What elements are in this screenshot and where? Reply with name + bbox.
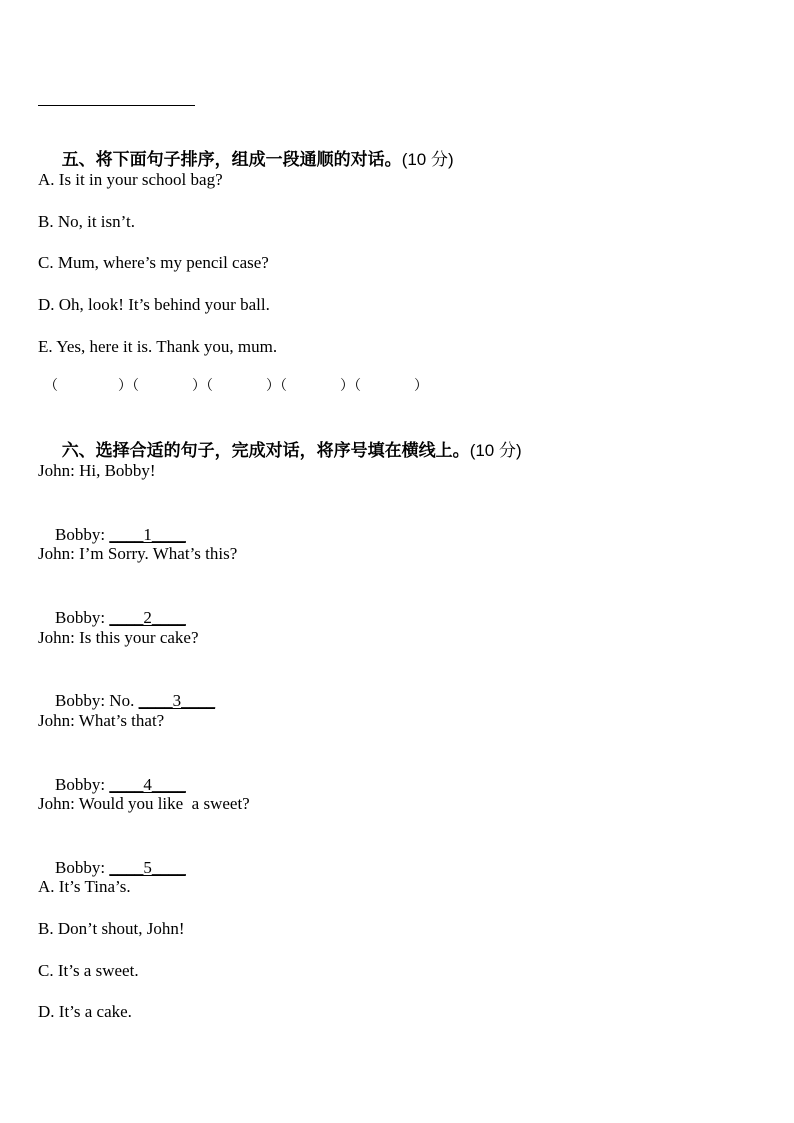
answer-blank-4[interactable]: ____4____ [109,775,186,794]
section6-score: (10 分) [469,441,522,460]
speaker-prefix: Bobby: [55,858,110,877]
section6-option-a: A. It’s Tina’s. [38,877,131,896]
section5-item-c: C. Mum, where’s my pencil case? [38,253,269,272]
dialogue-line: John: Would you like a sweet? [38,794,250,813]
section5-answer-brackets [44,376,428,396]
answer-blank-1[interactable]: ____1____ [109,525,186,544]
section6-option-c: C. It’s a sweet. [38,961,139,980]
section5-item-b: B. No, it isn’t. [38,212,135,231]
answer-line [38,105,195,106]
section5-item-a: A. Is it in your school bag? [38,170,223,189]
speaker-prefix: Bobby: No. [55,691,139,710]
dialogue-line: John: I’m Sorry. What’s this? [38,544,238,563]
speaker-prefix: Bobby: [55,525,110,544]
answer-bracket[interactable]: ）（ [340,378,361,394]
dialogue-line: John: Is this your cake? [38,628,199,647]
section5-item-d: D. Oh, look! It’s behind your ball. [38,295,270,314]
answer-bracket[interactable]: （ [44,378,58,394]
section5-score: (10 分) [401,150,454,169]
speaker-prefix: Bobby: [55,775,110,794]
answer-blank-5[interactable]: ____5____ [109,858,186,877]
section6-option-b: B. Don’t shout, John! [38,919,185,938]
answer-blank-2[interactable]: ____2____ [109,608,186,627]
speaker-prefix: Bobby: [55,608,110,627]
answer-bracket[interactable]: ）（ [118,378,139,394]
answer-blank-3[interactable]: ____3____ [138,691,216,710]
answer-bracket[interactable]: ）（ [266,378,287,394]
section6-title: 六、选择合适的句子，完成对话，将序号填在横线上。 [61,441,470,461]
answer-bracket[interactable]: ）（ [192,378,213,394]
section6-option-d: D. It’s a cake. [38,1002,132,1021]
dialogue-line: John: Hi, Bobby! [38,461,156,480]
section5-title: 五、将下面句子排序，组成一段通顺的对话。 [61,150,402,170]
dialogue-line: John: What’s that? [38,711,165,730]
section5-item-e: E. Yes, here it is. Thank you, mum. [38,337,278,356]
answer-bracket: ） [414,378,428,394]
